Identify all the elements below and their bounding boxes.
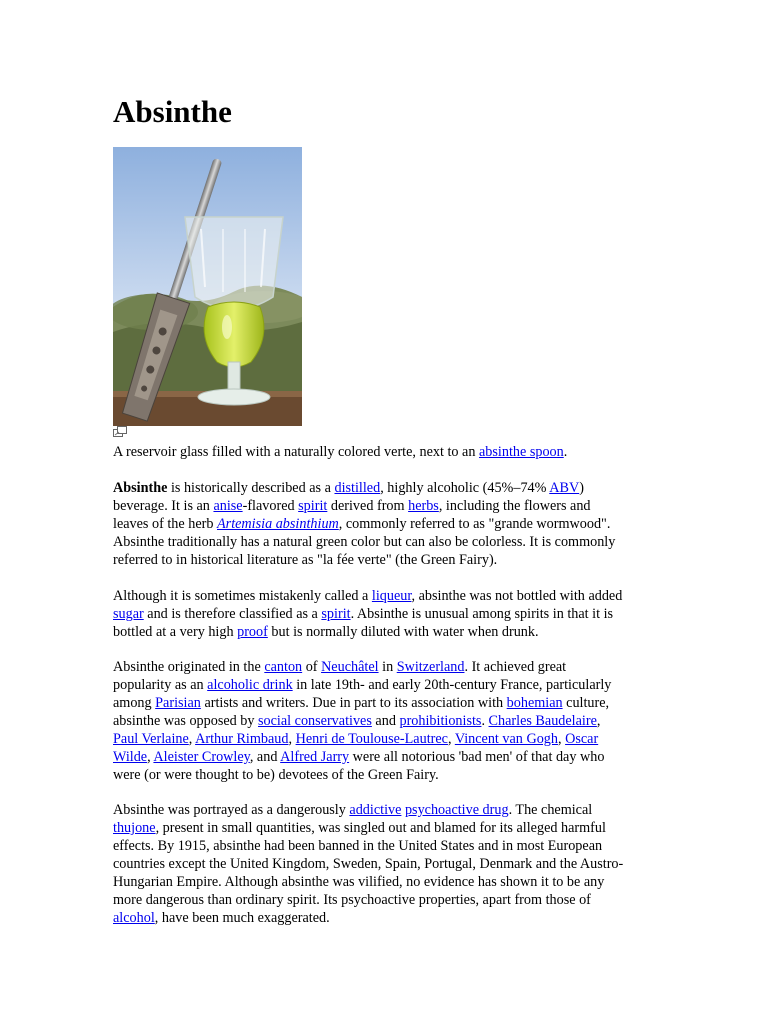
wiki-link[interactable]: alcoholic drink xyxy=(207,677,293,693)
text-run: culture, xyxy=(562,695,610,711)
text-line xyxy=(113,891,661,909)
wiki-link[interactable]: Alfred Jarry xyxy=(280,749,350,765)
wiki-link[interactable]: Neuchâtel xyxy=(321,659,379,675)
text-run: and is therefore classified as a xyxy=(143,606,322,622)
text-run: , absinthe was not bottled with added xyxy=(411,588,623,604)
text-run: A reservoir glass filled with a naturally colored verte, next to an xyxy=(113,444,479,460)
text-run: , have been much exaggerated. xyxy=(154,910,330,926)
text-run: , xyxy=(188,731,196,747)
text-run: , commonly referred to as "grande wormwood". xyxy=(338,516,611,532)
text-run: , xyxy=(288,731,296,747)
text-line xyxy=(113,766,661,784)
wiki-link[interactable]: Wilde xyxy=(113,749,148,765)
text-line xyxy=(113,551,661,569)
text-run: , present in small quantities, was singled out and blamed for its alleged harmful xyxy=(155,820,606,836)
image-placeholder-icon xyxy=(113,426,127,438)
wiki-link[interactable]: ABV xyxy=(549,480,580,496)
text-line xyxy=(113,479,661,497)
wiki-link[interactable]: Paul Verlaine xyxy=(113,731,189,747)
text-run: Although it is sometimes mistakenly called a xyxy=(113,588,372,604)
text-run: referred to in historical literature as "la fée verte" (the Green Fairy). xyxy=(113,552,498,568)
wiki-link[interactable]: spirit xyxy=(321,606,351,622)
text-line xyxy=(113,694,661,712)
text-line xyxy=(113,837,661,855)
text-line xyxy=(113,712,661,730)
text-line xyxy=(113,909,661,927)
wiki-link[interactable]: anise xyxy=(213,498,243,514)
image-caption xyxy=(113,443,661,461)
wiki-link[interactable]: Parisian xyxy=(155,695,201,711)
text-line xyxy=(113,497,661,515)
text-line xyxy=(113,748,661,766)
text-run: , xyxy=(147,749,154,765)
text-line xyxy=(113,443,661,461)
text-run: artists and writers. Due in part to its association with xyxy=(200,695,507,711)
text-run: , xyxy=(596,713,601,729)
wiki-link[interactable]: liqueur xyxy=(371,588,412,604)
text-run: , xyxy=(557,731,566,747)
absinthe-glass-photo xyxy=(113,147,302,426)
text-line xyxy=(113,605,661,623)
text-run: , including the flowers and xyxy=(438,498,591,514)
text-run: derived from xyxy=(327,498,409,514)
wiki-link[interactable]: proof xyxy=(237,624,268,640)
text-run: were all notorious 'bad men' of that day who xyxy=(349,749,605,765)
text-line xyxy=(113,855,661,873)
text-line xyxy=(113,533,661,551)
text-run: and xyxy=(371,713,400,729)
text-run: among xyxy=(113,695,156,711)
wiki-link[interactable]: bohemian xyxy=(506,695,563,711)
wiki-link[interactable]: Charles Baudelaire xyxy=(488,713,597,729)
text-run: but is normally diluted with water when drunk. xyxy=(267,624,539,640)
wiki-link[interactable]: thujone xyxy=(113,820,156,836)
text-run: Absinthe was portrayed as a dangerously xyxy=(113,802,350,818)
text-line xyxy=(113,730,661,748)
text-line xyxy=(113,676,661,694)
paragraph-ban xyxy=(113,801,661,927)
text-run: is historically described as a xyxy=(167,480,335,496)
text-run: . xyxy=(563,444,568,460)
text-run: . The chemical xyxy=(508,802,593,818)
text-run: , xyxy=(447,731,455,747)
text-run: beverage. It is an xyxy=(113,498,214,514)
wiki-link[interactable]: Arthur Rimbaud xyxy=(195,731,289,747)
wiki-link[interactable]: alcohol xyxy=(113,910,155,926)
text-run: effects. By 1915, absinthe had been banned in the United States and in most European xyxy=(113,838,603,854)
wiki-link[interactable]: psychoactive drug xyxy=(404,802,509,818)
text-line xyxy=(113,587,661,605)
text-run: . It achieved great xyxy=(464,659,567,675)
text-run: bottled at a very high xyxy=(113,624,238,640)
wiki-link[interactable]: Henri de Toulouse-Lautrec xyxy=(295,731,448,747)
wiki-link[interactable]: social conservatives xyxy=(258,713,372,729)
text-run: popularity as an xyxy=(113,677,208,693)
text-run: -flavored xyxy=(242,498,299,514)
text-run: Hungarian Empire. Although absinthe was vilified, no evidence has shown it to be any xyxy=(113,874,605,890)
text-run: Absinthe traditionally has a natural green color but can also be colorless. It is commonly xyxy=(113,534,616,550)
wiki-link[interactable]: spirit xyxy=(298,498,328,514)
wiki-link[interactable]: Aleister Crowley xyxy=(153,749,250,765)
text-run: . xyxy=(481,713,489,729)
text-run: more dangerous than ordinary spirit. Its psychoactive properties, apart from those of xyxy=(113,892,591,908)
wiki-link[interactable]: canton xyxy=(264,659,303,675)
text-line xyxy=(113,623,661,641)
text-run: Absinthe originated in the xyxy=(113,659,265,675)
wiki-link[interactable]: distilled xyxy=(334,480,381,496)
text-run: , and xyxy=(249,749,281,765)
text-line xyxy=(113,658,661,676)
wiki-link[interactable]: addictive xyxy=(349,802,402,818)
paragraph-intro xyxy=(113,479,661,569)
text-line xyxy=(113,873,661,891)
text-run: ) xyxy=(579,480,584,496)
text-run: , highly alcoholic (45%–74% xyxy=(380,480,550,496)
wiki-link[interactable]: Oscar xyxy=(565,731,599,747)
paragraph-classification xyxy=(113,587,661,641)
text-line xyxy=(113,515,661,533)
text-run: of xyxy=(302,659,322,675)
wiki-link[interactable]: Switzerland xyxy=(396,659,465,675)
paragraph-history xyxy=(113,658,661,784)
page-title: Absinthe xyxy=(113,94,232,129)
text-run: in xyxy=(378,659,397,675)
wiki-link[interactable]: prohibitionists xyxy=(399,713,482,729)
wiki-link[interactable]: Vincent van Gogh xyxy=(454,731,558,747)
wiki-link[interactable]: herbs xyxy=(408,498,439,514)
text-run: absinthe was opposed by xyxy=(113,713,259,729)
wiki-link[interactable]: sugar xyxy=(113,606,144,622)
wiki-link[interactable]: absinthe spoon xyxy=(479,444,564,460)
text-line xyxy=(113,801,661,819)
text-line xyxy=(113,819,661,837)
text-run: were (or were thought to be) devotees of the Green Fairy. xyxy=(113,767,439,783)
bold-term: Absinthe xyxy=(113,480,168,496)
text-run: in late 19th- and early 20th-century France, particularly xyxy=(292,677,612,693)
text-run: leaves of the herb xyxy=(113,516,217,532)
text-run: countries except the United Kingdom, Sweden, Spain, Portugal, Denmark and the Austro- xyxy=(113,856,624,872)
text-run: . Absinthe is unusual among spirits in that it is xyxy=(350,606,614,622)
wiki-link[interactable]: Artemisia absinthium xyxy=(217,516,339,532)
